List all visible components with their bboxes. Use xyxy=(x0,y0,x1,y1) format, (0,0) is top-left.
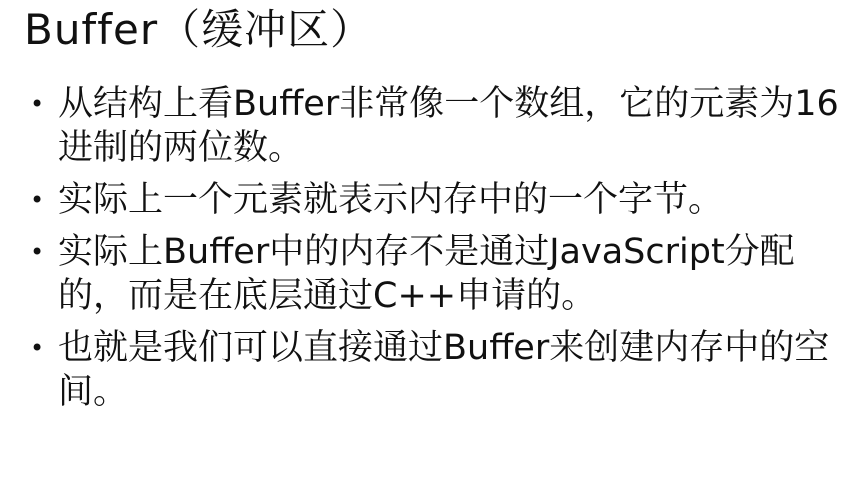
bullet-item xyxy=(24,178,844,222)
bullet-list xyxy=(24,82,844,414)
bullet-item xyxy=(24,82,844,170)
bullet-text: 从结构上看Buffer非常像一个数组，它的元素为16进制的两位数。 xyxy=(58,84,839,168)
bullet-dot-icon: • xyxy=(30,186,45,214)
slide-title: Buffer（缓冲区） xyxy=(24,5,374,54)
bullet-item xyxy=(24,230,844,318)
bullet-text: 实际上一个元素就表示内存中的一个字节。 xyxy=(58,180,724,220)
bullet-text: 实际上Buffer中的内存不是通过JavaScript分配的，而是在底层通过C++申请的。 xyxy=(58,232,795,316)
bullet-dot-icon: • xyxy=(30,90,45,118)
bullet-text: 也就是我们可以直接通过Buffer来创建内存中的空间。 xyxy=(58,328,830,412)
bullet-dot-icon: • xyxy=(30,334,45,362)
bullet-dot-icon: • xyxy=(30,238,45,266)
bullet-item xyxy=(24,326,844,414)
